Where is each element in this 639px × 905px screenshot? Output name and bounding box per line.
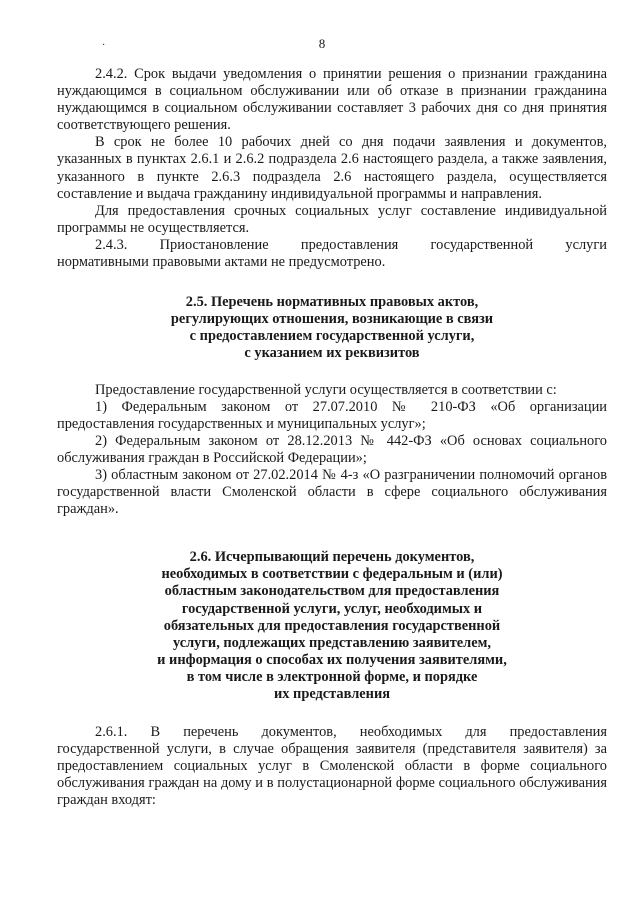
heading-line: областным законодательством для предоставления: [164, 583, 500, 600]
heading-line: их представления: [273, 686, 391, 702]
heading-line: с предоставлением государственной услуги,: [189, 328, 475, 345]
list-item-law-210: 1) Федеральным законом от 27.07.2010 № 210-ФЗ «Об организации предоставления государственных и муниципальных услуг»;: [57, 398, 607, 432]
paragraph-2-4-3-line2: нормативными правовыми актами не предусмотрено.: [57, 254, 386, 271]
paragraph-intro: Предоставление государственной услуги осуществляется в соответствии с:: [95, 381, 557, 398]
word: государственной: [430, 236, 534, 253]
scan-mark: ·: [102, 40, 106, 51]
word: документов,: [261, 724, 337, 741]
document-body: [57, 66, 607, 810]
heading-line: 2.5. Перечень нормативных правовых актов,: [185, 294, 479, 311]
word: 2.6.1.: [95, 724, 128, 741]
word: 2.4.3.: [95, 236, 128, 253]
section-heading-2-6: [57, 549, 607, 703]
heading-line: необходимых в соответствии с федеральным и (или): [161, 566, 503, 583]
paragraph-2-6-1-line1: [57, 724, 607, 741]
list-item-law-442: 2) Федеральным законом от 28.12.2013 № 442-ФЗ «Об основах социального обслуживания граждан в Российской Федерации»;: [57, 432, 607, 466]
paragraph-2-4-2: 2.4.2. Срок выдачи уведомления о принятии решения о признании гражданина нуждающимся в социальном обслуживании или об отказе в признании гражданина нуждающимся в социальном обслуживании составляет 3 рабочих дня со дня принятия соответствующего решения.: [57, 66, 607, 134]
heading-line: обязательных для предоставления государственной: [163, 617, 501, 634]
paragraph-deadline: В срок не более 10 рабочих дней со дня подачи заявления и документов, указанных в пунктах 2.6.1 и 2.6.2 подраздела 2.6 настоящего раздела, а также заявления, указанного в пункте 2.6.3 подраздела 2.6 настоящего раздела, осуществляется составление и выдача гражданину индивидуальной программы и направления.: [57, 134, 607, 202]
word: перечень: [183, 724, 239, 741]
word: услуги: [565, 236, 607, 253]
paragraph-2-4-3-line1: [57, 237, 607, 254]
paragraph-2-6-1-rest: государственной услуги, в случае обращения заявителя (представителя заявителя) за предоставлением социальных услуг в Смоленской области в форме социального обслуживания граждан на дому и в полустационарной форме социального обслуживания граждан входят:: [57, 741, 607, 809]
heading-line: и информация о способах их получения заявителями,: [157, 651, 507, 668]
paragraph-urgent-services: Для предоставления срочных социальных услуг составление индивидуальной программы не осуществляется.: [57, 202, 607, 236]
heading-line: услуги, подлежащих представлению заявителем,: [172, 634, 492, 651]
heading-line: с указанием их реквизитов: [244, 345, 420, 362]
heading-line: в том числе в электронной форме, и порядке: [186, 668, 478, 685]
heading-line: регулирующих отношения, возникающие в связи: [170, 311, 494, 328]
word: В: [150, 724, 161, 741]
word: Приостановление: [159, 236, 269, 253]
section-heading-2-5: [57, 294, 607, 362]
word: необходимых: [359, 724, 443, 741]
heading-line: государственной услуги, услуг, необходимых и: [181, 600, 483, 617]
word: предоставления: [509, 724, 607, 741]
page-number: 8: [318, 36, 326, 51]
heading-line: 2.6. Исчерпывающий перечень документов,: [189, 549, 475, 566]
list-item-law-4z: 3) областным законом от 27.02.2014 № 4-з «О разграничении полномочий органов государственной власти Смоленской области в сфере социального обслуживания граждан».: [57, 466, 607, 518]
word: для: [465, 724, 487, 741]
word: предоставления: [300, 236, 399, 253]
